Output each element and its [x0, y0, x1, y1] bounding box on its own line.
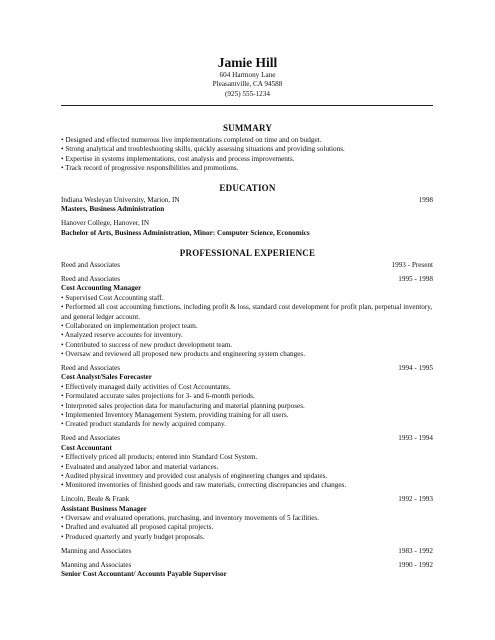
education-section	[61, 196, 433, 238]
header-divider	[61, 105, 433, 106]
job-bullet: • Implemented Inventory Management System, providing training for all users.	[61, 411, 289, 420]
job-bullet: • Supervised Cost Accounting staff.	[61, 293, 164, 302]
degree-name: Bachelor of Arts, Business Administration, Minor: Computer Science, Economics	[61, 228, 310, 237]
phone-line: (925) 555-1234	[225, 89, 270, 98]
job-bullet: • Contributed to success of new product development team.	[61, 340, 233, 349]
job-dates: 1993 - 1994	[398, 434, 433, 443]
job-row	[61, 364, 433, 373]
job-title: Assistant Business Manager	[61, 504, 147, 513]
job-bullet: • Effectively priced all products; entered into Standard Cost System.	[61, 453, 258, 462]
job-bullet: • Interpreted sales projection data for manufacturing and material planning purposes.	[61, 401, 305, 410]
employer-name: Reed and Associates	[61, 364, 121, 373]
employer-name: Lincoln, Beale & Frank	[61, 495, 130, 504]
education-heading: EDUCATION	[219, 183, 276, 193]
employer-name: Reed and Associates	[61, 434, 121, 443]
job-row	[61, 561, 433, 570]
city-line: Pleasantville, CA 94588	[212, 80, 283, 89]
job-dates: 1990 - 1992	[398, 560, 433, 569]
summary-bullet: • Designed and effected numerous live implementations completed on time and on budget.	[61, 136, 322, 144]
job-title: Cost Accountant	[61, 443, 112, 452]
education-entry-row	[61, 196, 433, 205]
job-bullet: • Evaluated and analyzed labor and material variances.	[61, 462, 219, 471]
job-dates: 1995 - 1998	[398, 274, 433, 283]
job-bullet: • Oversaw and evaluated operations, purchasing, and inventory movements of 5 facilities.	[61, 514, 319, 523]
summary-bullet: • Track record of progressive responsibilities and promotions.	[61, 164, 239, 173]
job-dates: 1983 - 1992	[398, 546, 433, 555]
job-bullet: • Monitored inventories of finished goods and raw materials, correcting discrepancies and changes.	[61, 481, 347, 490]
job-row	[61, 547, 433, 556]
employer-name: Reed and Associates	[61, 261, 121, 269]
employment-dates: 1993 - Present	[391, 261, 433, 269]
job-row	[61, 434, 433, 443]
applicant-name: Jamie Hill	[217, 55, 278, 70]
job-bullet: • Collaborated on implementation project team.	[61, 321, 198, 330]
job-bullet: • Effectively managed daily activities of Cost Accountants.	[61, 382, 231, 391]
job-title: Cost Accounting Manager	[61, 284, 142, 293]
summary-bullet: • Strong analytical and troubleshooting skills, quickly assessing situations and providing solutions.	[61, 145, 345, 154]
school-name: Hanover College, Hanover, IN	[61, 219, 150, 228]
job-bullet: • Created product standards for newly acquired company.	[61, 420, 226, 429]
job-title: Senior Cost Accountant/ Accounts Payable Supervisor	[61, 570, 227, 579]
employer-name: Manning and Associates	[61, 560, 132, 569]
summary-section	[61, 136, 433, 174]
education-entry-row	[61, 219, 433, 228]
job-bullet: • Audited physical inventory and provided cost analysis of engineering changes and updates.	[61, 471, 328, 480]
job-bullet: • Performed all cost accounting functions, including profit & loss, standard cost development for profit plan, perpetual inventory, and general ledger account.	[61, 303, 433, 321]
job-bullet: • Formulated accurate sales projections for 3- and 6-month periods.	[61, 392, 255, 401]
graduation-year: 1998	[418, 196, 433, 204]
job-bullet: • Analyzed reserve accounts for inventory.	[61, 331, 183, 340]
job-title: Cost Analyst/Sales Forecaster	[61, 373, 152, 382]
resume-header	[0, 55, 495, 99]
experience-section	[61, 261, 433, 579]
employer-name: Reed and Associates	[61, 274, 121, 283]
employer-name: Manning and Associates	[61, 546, 132, 555]
school-name: Indiana Wesleyan University, Marion, IN	[61, 196, 180, 204]
employer-row	[61, 261, 433, 270]
experience-heading: PROFESSIONAL EXPERIENCE	[179, 248, 316, 258]
address-line: 604 Harmony Lane	[219, 71, 276, 79]
summary-bullet: • Expertise in systems implementations, cost analysis and process improvements.	[61, 154, 295, 163]
job-dates: 1994 - 1995	[398, 364, 433, 373]
job-bullet: • Produced quarterly and yearly budget proposals.	[61, 532, 205, 541]
job-bullet: • Drafted and evaluated all proposed capital projects.	[61, 523, 214, 532]
degree-name: Masters, Business Administration	[61, 205, 165, 214]
job-row	[61, 495, 433, 504]
job-dates: 1992 - 1993	[398, 495, 433, 504]
job-row	[61, 275, 433, 284]
job-bullet: • Oversaw and reviewed all proposed new products and engineering system changes.	[61, 350, 306, 359]
summary-heading: SUMMARY	[222, 123, 273, 133]
